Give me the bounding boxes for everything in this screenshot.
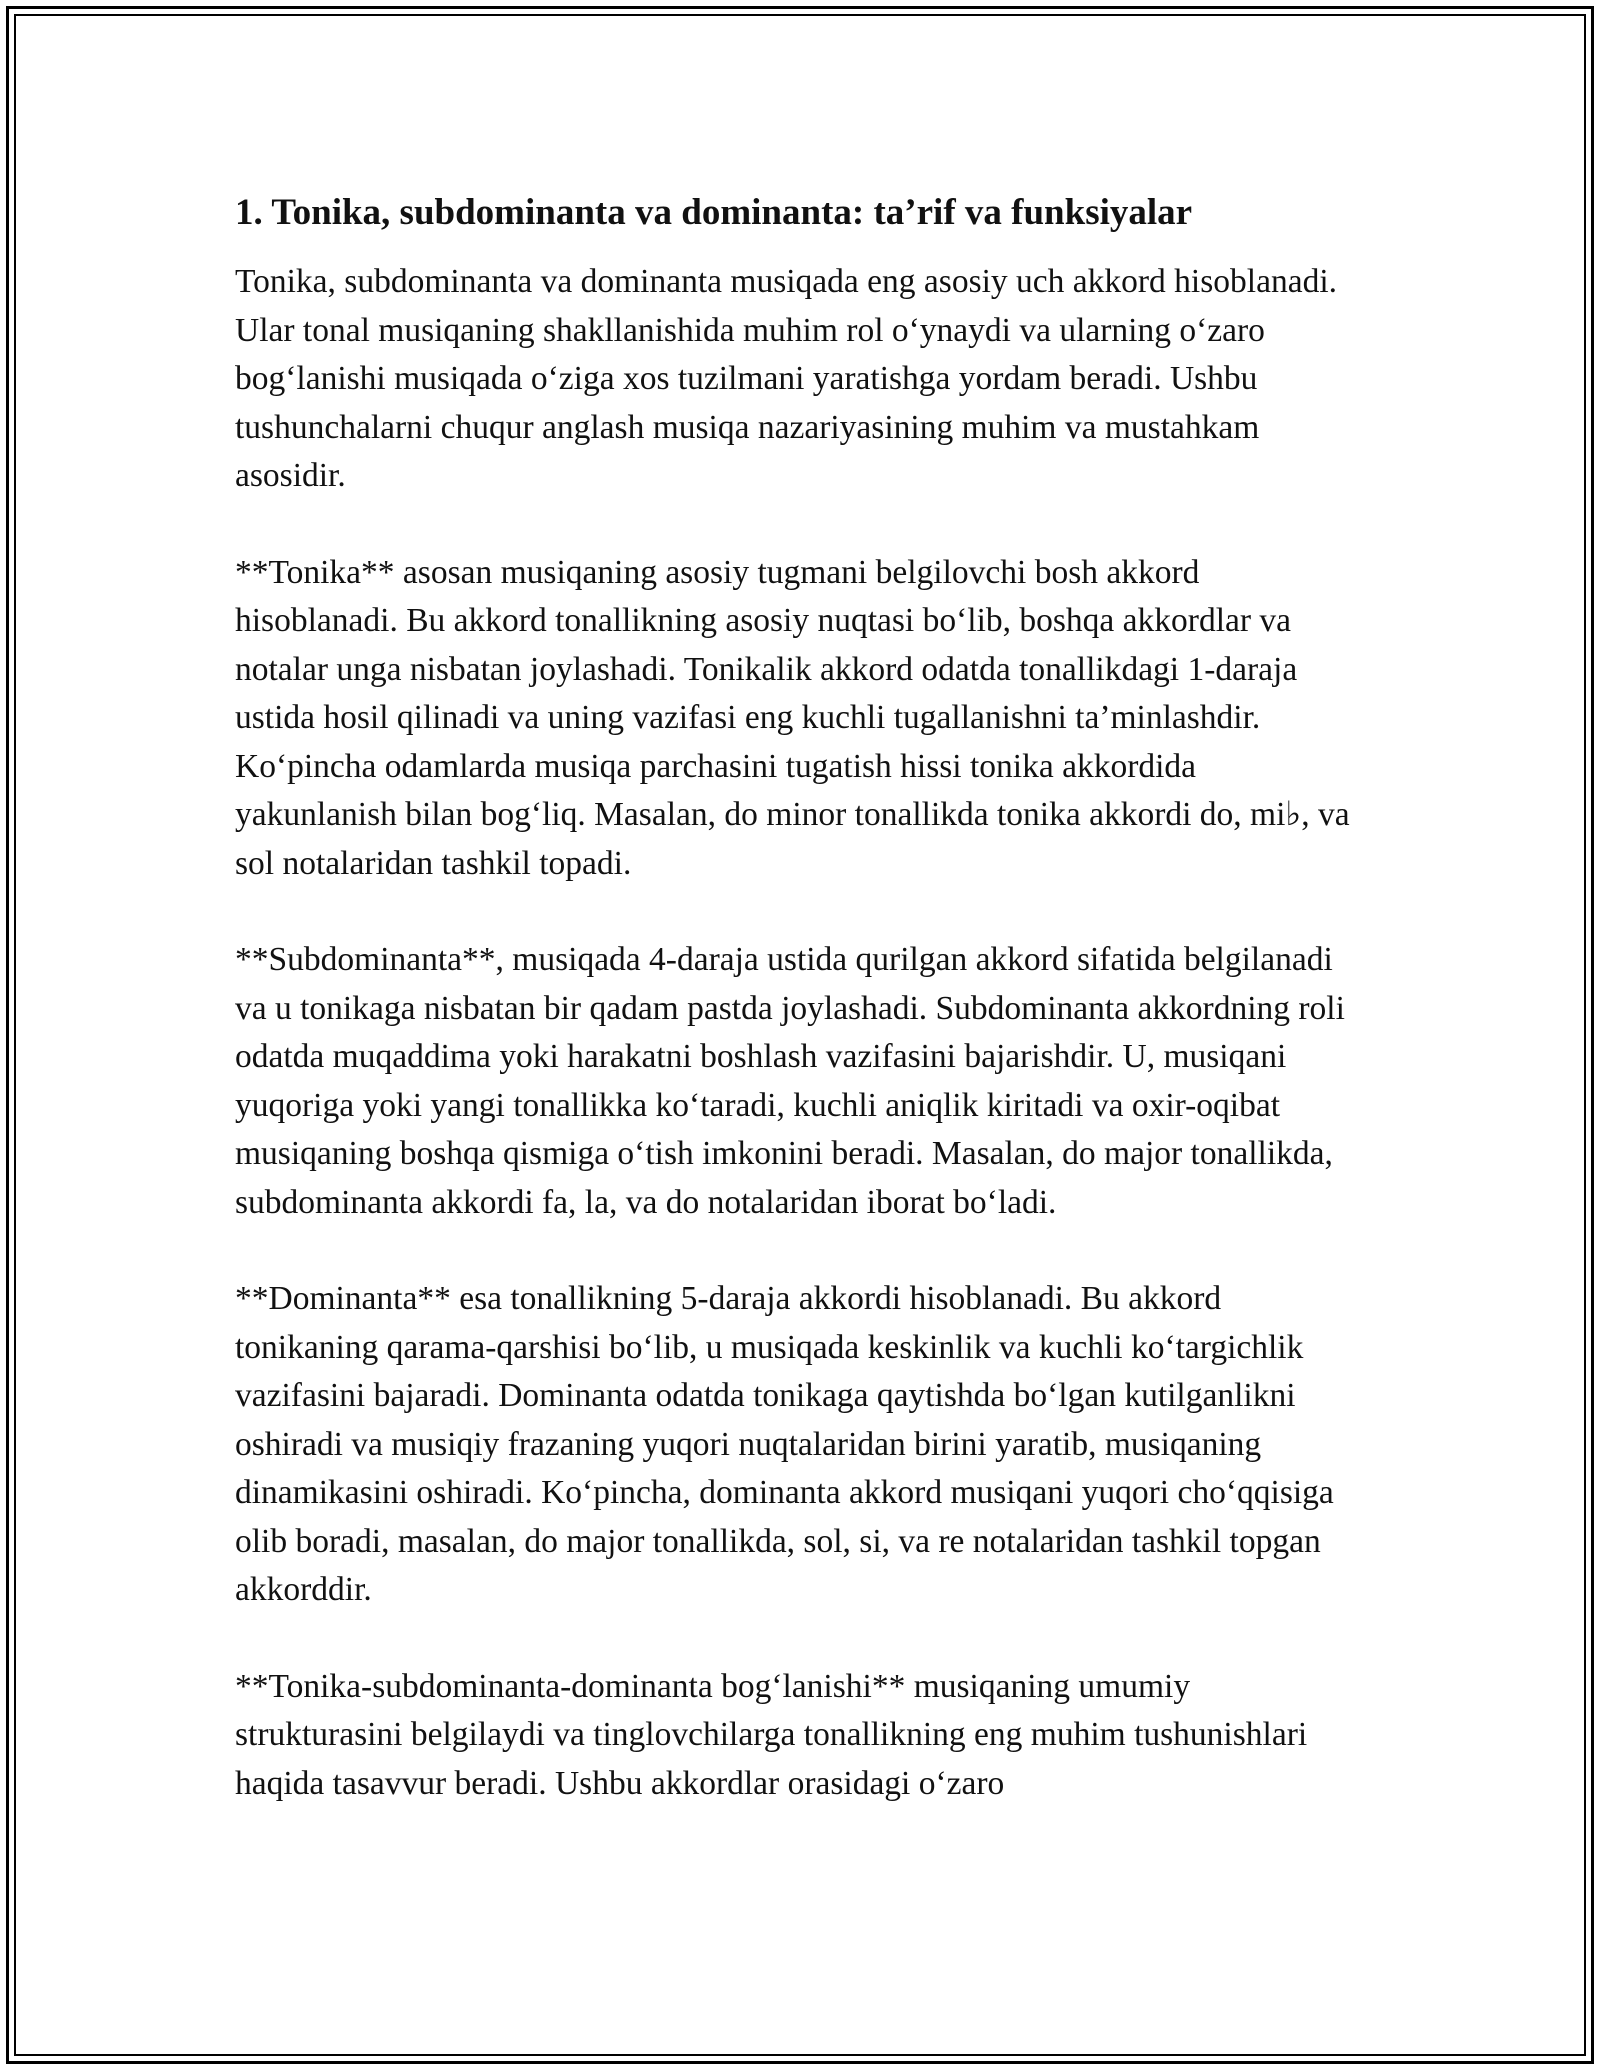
paragraph-intro: Tonika, subdominanta va dominanta musiqada eng asosiy uch akkord hisoblanadi. Ular tonal musiqaning shakllanishida muhim rol oʻynaydi va ularning oʻzaro bogʻlanishi musiqada oʻziga xos tuzilmani yaratishga yordam beradi. Ushbu tushunchalarni chuqur anglash musiqa nazariyasining muhim va mustahkam asosidir. (235, 263, 1337, 494)
paragraph-dominanta: **Dominanta** esa tonallikning 5-daraja akkordi hisoblanadi. Bu akkord tonikaning qarama-qarshisi boʻlib, u musiqada keskinlik va kuchli koʻtargichlik vazifasini bajaradi. Dominanta odatda tonikaga qaytishda boʻlgan kutilganlikni oshiradi va musiqiy frazaning yuqori nuqtalaridan birini yaratib, musiqaning dinamikasini oshiradi. Koʻpincha, dominanta akkord musiqani yuqori choʻqqisiga olib boradi, masalan, do major tonallikda, sol, si, va re notalaridan tashkil topgan akkorddir. (235, 1280, 1334, 1608)
paragraph-boglanish: **Tonika-subdominanta-dominanta bogʻlanishi** musiqaning umumiy strukturasini belgilaydi va tinglovchilarga tonallikning eng muhim tushunishlari haqida tasavvur beradi. Ushbu akkordlar orasidagi oʻzaro (235, 1667, 1308, 1802)
paragraph-subdominanta: **Subdominanta**, musiqada 4-daraja ustida qurilgan akkord sifatida belgilanadi va u tonikaga nisbatan bir qadam pastda joylashadi. Subdominanta akkordning roli odatda muqaddima yoki harakatni boshlash vazifasini bajarishdir. U, musiqani yuqoriga yoki yangi tonallikka koʻtaradi, kuchli aniqlik kiritadi va oxir-oqibat musiqaning boshqa qismiga oʻtish imkonini beradi. Masalan, do major tonallikda, subdominanta akkordi fa, la, va do notalaridan iborat boʻladi. (235, 941, 1345, 1221)
document-body (235, 188, 1365, 1856)
paragraph-tonika: **Tonika** asosan musiqaning asosiy tugmani belgilovchi bosh akkord hisoblanadi. Bu akkord tonallikning asosiy nuqtasi boʻlib, boshqa akkordlar va notalar unga nisbatan joylashadi. Tonikalik akkord odatda tonallikdagi 1-daraja ustida hosil qilinadi va uning vazifasi eng kuchli tugallanishni ta’minlashdir. Koʻpincha odamlarda musiqa parchasini tugatish hissi tonika akkordida yakunlanish bilan bogʻliq. Masalan, do minor tonallikda tonika akkordi do, mi♭, va sol notalaridan tashkil topadi. (235, 553, 1350, 882)
section-heading: 1. Tonika, subdominanta va dominanta: ta’rif va funksiyalar (235, 192, 1193, 233)
